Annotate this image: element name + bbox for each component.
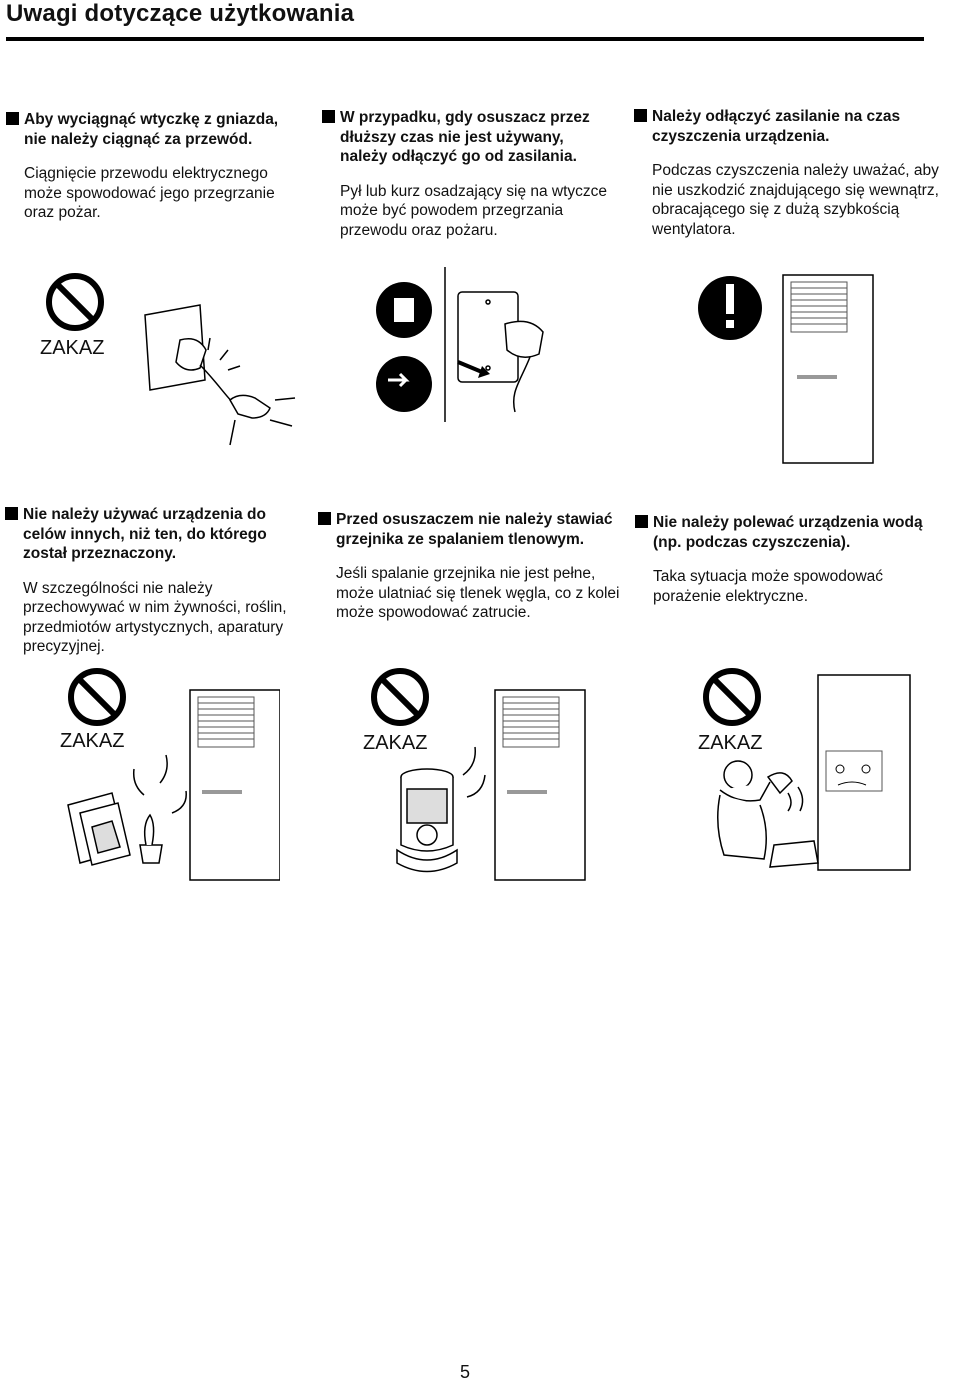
prohibition-icon (706, 671, 758, 723)
warning-body: Pył lub kurz osadzający się na wtyczce może być powodem przegrzania przewodu oraz pożaru. (340, 182, 608, 239)
bullet-square-icon (322, 110, 335, 123)
caution-icon (698, 276, 762, 340)
bullet-square-icon (634, 109, 647, 122)
prohibition-label: ZAKAZ (60, 730, 125, 752)
page-number: 5 (459, 1362, 470, 1382)
wall-socket-icon (145, 305, 206, 390)
warning-heading (635, 513, 933, 552)
page-title: Uwagi dotyczące użytkowania (6, 0, 355, 27)
warning-heading (318, 510, 621, 549)
prohibition-label: ZAKAZ (698, 732, 763, 754)
heater-icon (397, 747, 485, 872)
warning-body: W szczególności nie należy przechowywać w nim żywności, roślin, przedmiotów artystycznych, aparatury precyzyjnej. (23, 579, 287, 655)
warning-section-unplug (24, 110, 294, 223)
bullet-square-icon (318, 512, 331, 525)
dehumidifier-icon (495, 690, 585, 880)
dehumidifier-icon (783, 275, 873, 463)
warning-heading-text: Aby wyciągnąć wtyczkę z gniazda, nie należy ciągnąć za przewód. (24, 111, 279, 148)
illustration-water (690, 665, 940, 885)
warning-heading-text: Nie należy polewać urządzenia wodą (np. podczas czyszczenia). (653, 514, 923, 551)
warning-section-water (653, 513, 933, 606)
warning-heading-text: Nie należy używać urządzenia do celów innych, niż ten, do którego został przeznaczony. (23, 506, 267, 562)
dehumidifier-icon (818, 675, 910, 870)
warning-heading (322, 108, 610, 167)
unplug-instruction-icon (376, 282, 432, 412)
dehumidifier-icon (190, 690, 280, 880)
person-pouring-water-icon (718, 761, 818, 867)
bullet-square-icon (635, 515, 648, 528)
warning-section-long-disuse (340, 108, 610, 240)
prohibition-icon (374, 671, 426, 723)
warning-section-cleaning (652, 107, 957, 239)
warning-section-intended-use (23, 505, 313, 657)
warning-heading-text: W przypadku, gdy osuszacz przez dłuższy czas nie jest używany, należy odłączyć go od zasilania. (340, 109, 590, 165)
warning-heading (634, 107, 957, 146)
hand-pulling-cord-icon (200, 338, 295, 445)
warning-body: Ciągnięcie przewodu elektrycznego może spowodować jego przegrzanie oraz pożar. (24, 165, 275, 221)
illustration-heater (355, 665, 595, 885)
warning-body: Jeśli spalanie grzejnika nie jest pełne, może ulatniać się tlenek węgla, co z kolei może spowodować zatrucie. (336, 565, 620, 621)
prohibition-icon (49, 276, 101, 328)
title-rule (6, 37, 924, 41)
prohibition-label: ZAKAZ (363, 732, 428, 754)
illustration-pull-plug (30, 270, 300, 450)
warning-heading (5, 505, 313, 564)
illustration-unplug-long (370, 262, 580, 422)
bullet-square-icon (6, 112, 19, 125)
prohibition-label: ZAKAZ (40, 337, 105, 359)
illustration-cleaning (695, 270, 885, 470)
warning-heading (6, 110, 294, 149)
warning-heading-text: Należy odłączyć zasilanie na czas czyszczenia urządzenia. (652, 108, 901, 145)
bullet-square-icon (5, 507, 18, 520)
prohibition-icon (71, 671, 123, 723)
warning-body: Taka sytuacja może spowodować porażenie elektryczne. (653, 568, 884, 605)
artwork-and-plant-icon (68, 755, 186, 865)
warning-body: Podczas czyszczenia należy uważać, aby nie uszkodzić znajdującego się wewnątrz, obracającego się z dużą szybkością wentylatora. (652, 162, 939, 238)
illustration-other-purposes (40, 665, 280, 885)
warning-heading-text: Przed osuszaczem nie należy stawiać grzejnika ze spalaniem tlenowym. (336, 511, 613, 548)
warning-section-heater (336, 510, 621, 623)
